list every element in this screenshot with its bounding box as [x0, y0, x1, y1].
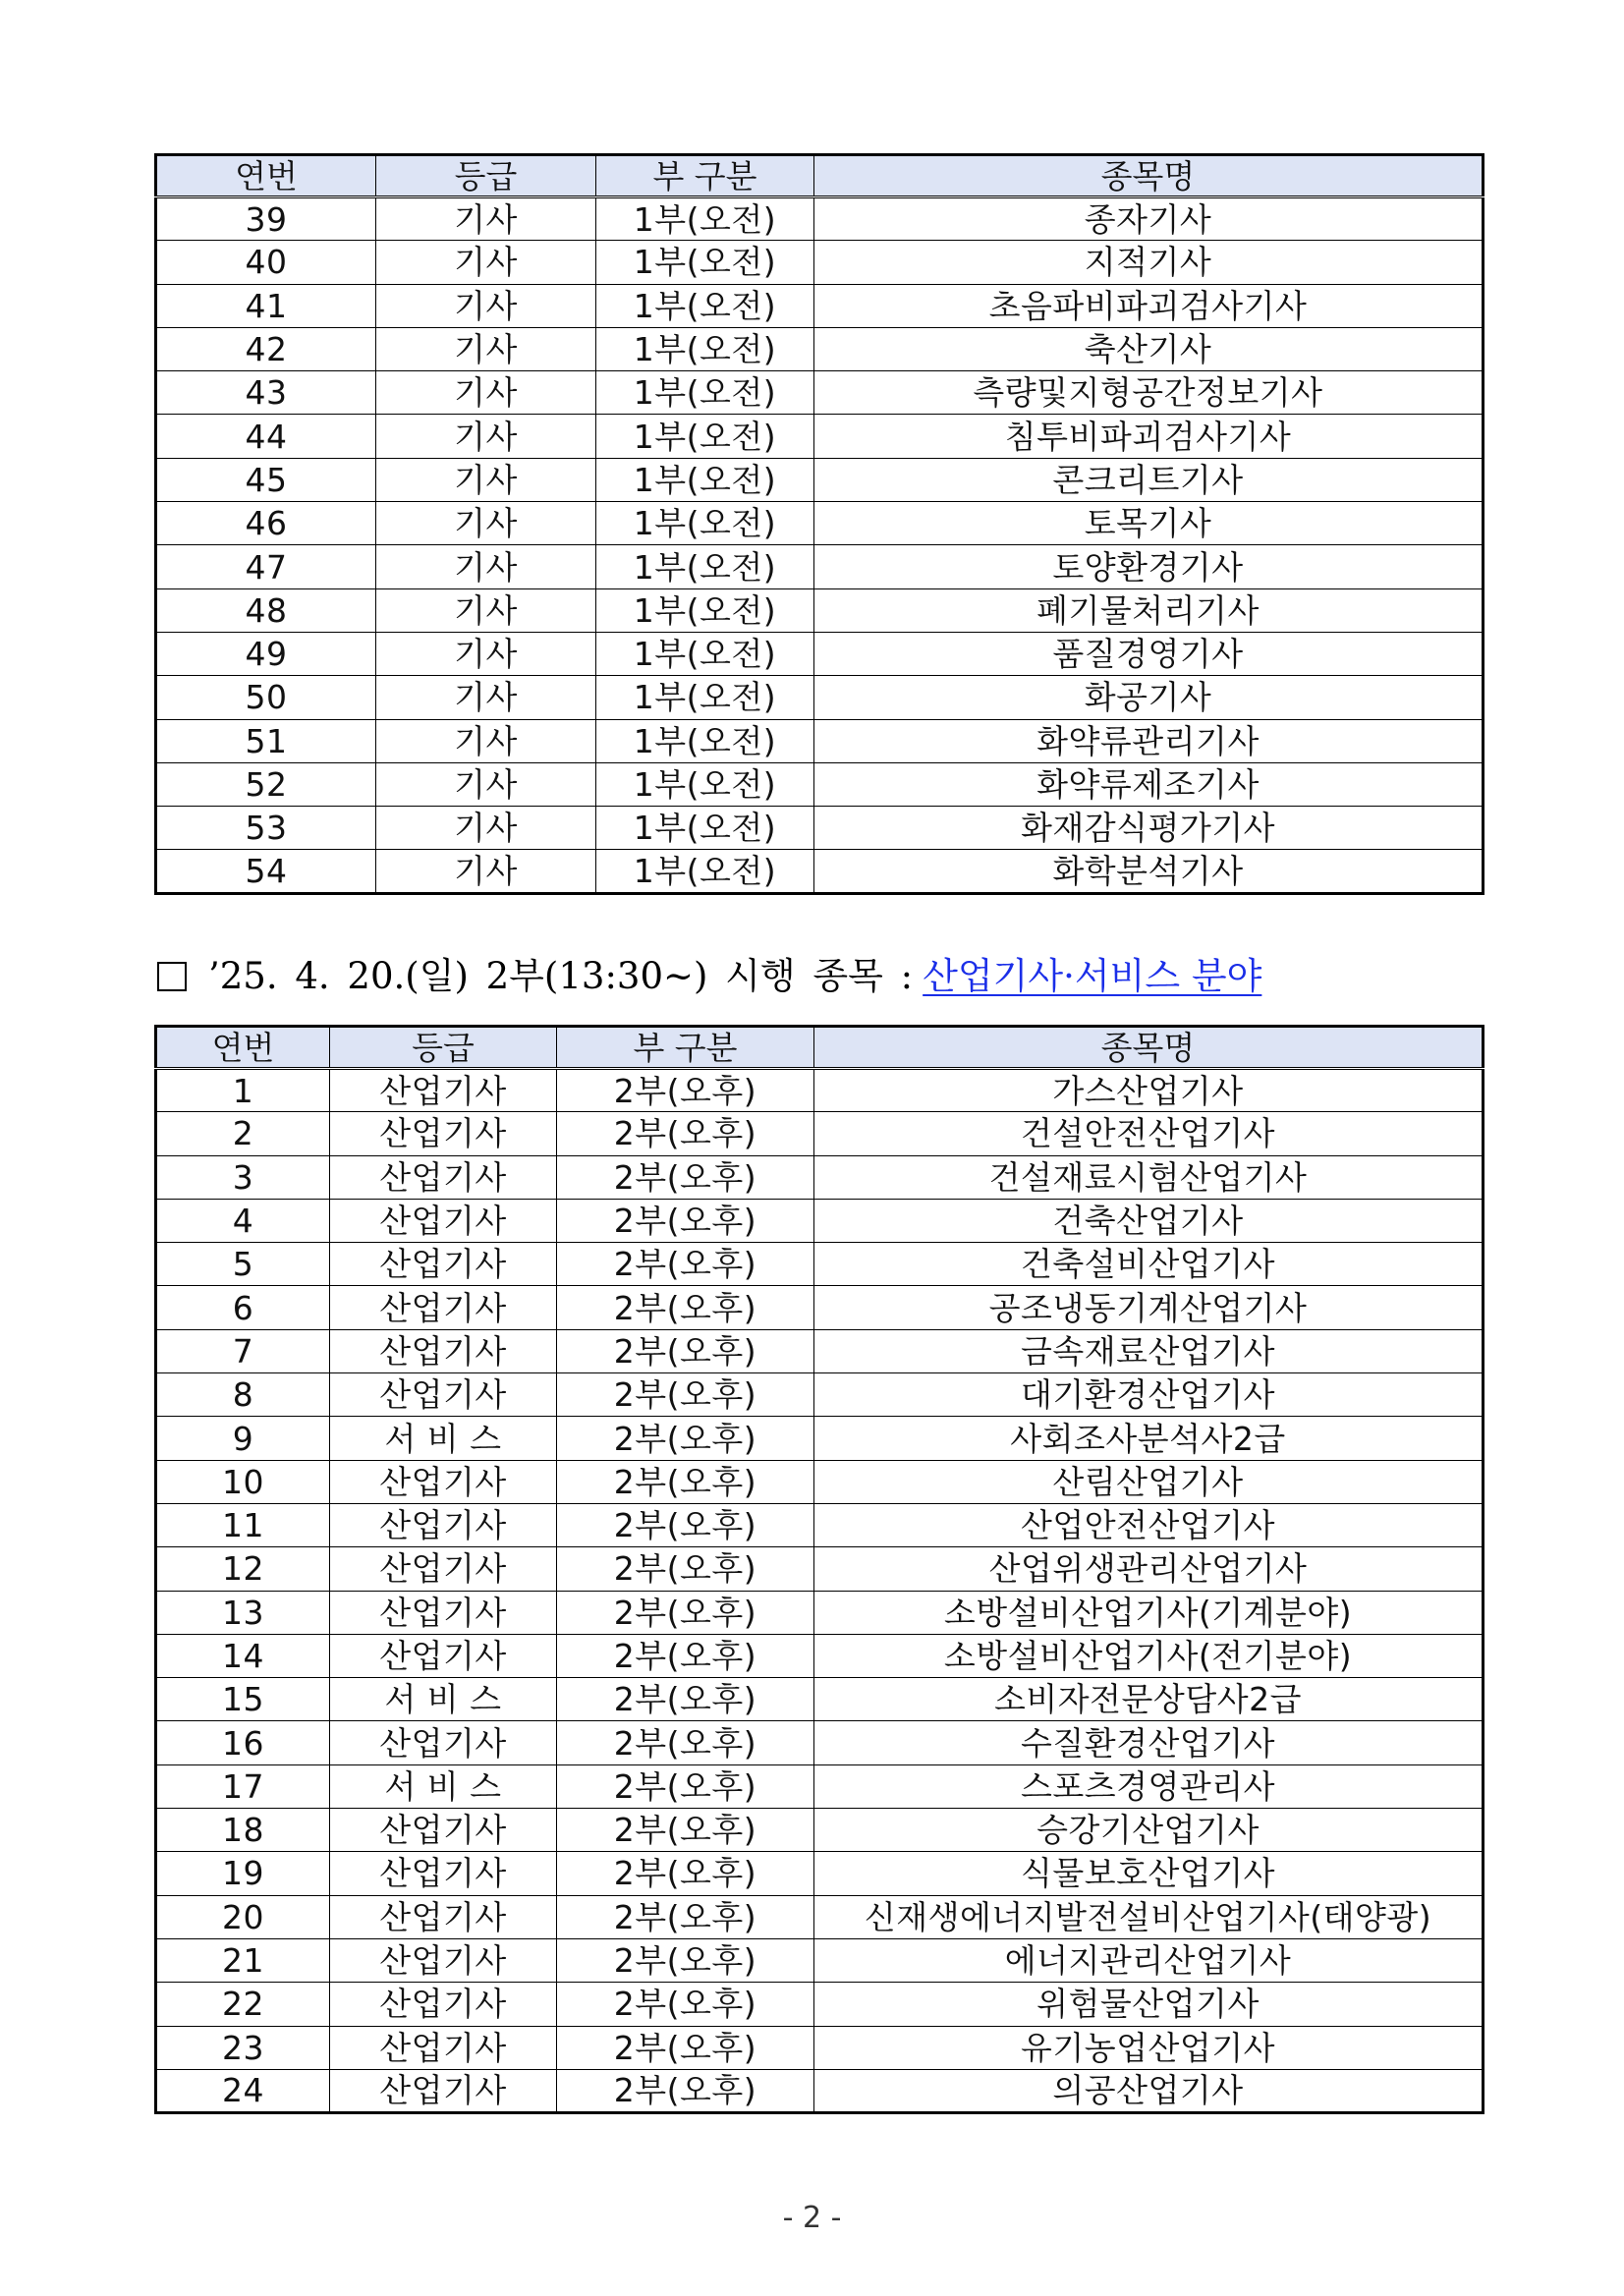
serial-cell: 23	[156, 2026, 330, 2069]
serial-cell: 17	[156, 1764, 330, 1808]
subject-name-cell: 건설재료시험산업기사	[814, 1155, 1484, 1199]
serial-cell: 2	[156, 1112, 330, 1155]
subject-name-cell: 유기농업산업기사	[814, 2026, 1484, 2069]
serial-cell: 42	[156, 327, 376, 370]
table-row	[156, 762, 1484, 806]
subject-name-cell: 침투비파괴검사기사	[814, 415, 1484, 458]
subject-name-cell: 수질환경산업기사	[814, 1721, 1484, 1764]
grade-cell: 기사	[376, 762, 596, 806]
session-cell: 2부(오후)	[557, 1199, 814, 1242]
header-grade: 등급	[330, 1027, 557, 1069]
serial-cell: 22	[156, 1983, 330, 2026]
subject-name-cell: 축산기사	[814, 327, 1484, 370]
table-row	[156, 1155, 1484, 1199]
grade-cell: 기사	[376, 588, 596, 632]
table-row	[156, 1329, 1484, 1372]
session-cell: 2부(오후)	[557, 1591, 814, 1634]
session-cell: 2부(오후)	[557, 1069, 814, 1112]
serial-cell: 19	[156, 1852, 330, 1895]
subject-name-cell: 화약류관리기사	[814, 719, 1484, 762]
grade-cell: 산업기사	[330, 1938, 557, 1982]
serial-cell: 21	[156, 1938, 330, 1982]
serial-cell: 20	[156, 1895, 330, 1938]
subject-name-cell: 산업안전산업기사	[814, 1503, 1484, 1546]
table-row	[156, 458, 1484, 501]
table-row	[156, 1591, 1484, 1634]
table-row	[156, 1852, 1484, 1895]
subject-name-cell: 토양환경기사	[814, 545, 1484, 588]
checkbox-square-icon	[157, 962, 187, 991]
grade-cell: 기사	[376, 545, 596, 588]
subject-name-cell: 콘크리트기사	[814, 458, 1484, 501]
table-row	[156, 850, 1484, 893]
serial-cell: 44	[156, 415, 376, 458]
table-row	[156, 1069, 1484, 1112]
table-row	[156, 676, 1484, 719]
session-cell: 2부(오후)	[557, 1286, 814, 1329]
grade-cell: 기사	[376, 371, 596, 415]
table-row	[156, 2026, 1484, 2069]
grade-cell: 산업기사	[330, 1547, 557, 1591]
section-heading-text: ’25. 4. 20.(일) 2부(13:30~) 시행 종목 :	[208, 955, 914, 997]
table-row	[156, 1895, 1484, 1938]
table-row	[156, 241, 1484, 284]
grade-cell: 산업기사	[330, 1809, 557, 1852]
session-cell: 2부(오후)	[557, 2026, 814, 2069]
session-cell: 1부(오전)	[596, 588, 814, 632]
subject-name-cell: 화공기사	[814, 676, 1484, 719]
session-cell: 2부(오후)	[557, 1373, 814, 1417]
subject-name-cell: 화학분석기사	[814, 850, 1484, 893]
session-cell: 2부(오후)	[557, 1983, 814, 2026]
table-row	[156, 1373, 1484, 1417]
table-row	[156, 1721, 1484, 1764]
serial-cell: 14	[156, 1634, 330, 1677]
subject-name-cell: 금속재료산업기사	[814, 1329, 1484, 1372]
serial-cell: 16	[156, 1721, 330, 1764]
serial-cell: 41	[156, 284, 376, 327]
session-cell: 2부(오후)	[557, 1112, 814, 1155]
grade-cell: 기사	[376, 197, 596, 241]
grade-cell: 산업기사	[330, 1591, 557, 1634]
session-cell: 2부(오후)	[557, 2069, 814, 2112]
session-cell: 1부(오전)	[596, 850, 814, 893]
serial-cell: 18	[156, 1809, 330, 1852]
grade-cell: 기사	[376, 850, 596, 893]
header-serial: 연번	[156, 155, 376, 197]
session-cell: 2부(오후)	[557, 1852, 814, 1895]
table-row	[156, 197, 1484, 241]
session-cell: 2부(오후)	[557, 1329, 814, 1372]
grade-cell: 산업기사	[330, 1721, 557, 1764]
serial-cell: 51	[156, 719, 376, 762]
session-cell: 1부(오전)	[596, 676, 814, 719]
grade-cell: 산업기사	[330, 1895, 557, 1938]
session-cell: 2부(오후)	[557, 1809, 814, 1852]
subject-name-cell: 사회조사분석사2급	[814, 1417, 1484, 1460]
grade-cell: 산업기사	[330, 1112, 557, 1155]
header-grade: 등급	[376, 155, 596, 197]
subject-name-cell: 폐기물처리기사	[814, 588, 1484, 632]
serial-cell: 45	[156, 458, 376, 501]
subject-name-cell: 품질경영기사	[814, 632, 1484, 675]
subject-name-cell: 측량및지형공간정보기사	[814, 371, 1484, 415]
subject-name-cell: 토목기사	[814, 502, 1484, 545]
table-row	[156, 1460, 1484, 1503]
grade-cell: 기사	[376, 458, 596, 501]
serial-cell: 4	[156, 1199, 330, 1242]
grade-cell: 산업기사	[330, 1155, 557, 1199]
serial-cell: 9	[156, 1417, 330, 1460]
table-row	[156, 545, 1484, 588]
table-row	[156, 415, 1484, 458]
grade-cell: 산업기사	[330, 1503, 557, 1546]
serial-cell: 48	[156, 588, 376, 632]
session-cell: 1부(오전)	[596, 197, 814, 241]
session-cell: 2부(오후)	[557, 1678, 814, 1721]
subject-name-cell: 건축설비산업기사	[814, 1243, 1484, 1286]
table-row	[156, 1809, 1484, 1852]
section-heading	[157, 953, 1261, 1000]
serial-cell: 13	[156, 1591, 330, 1634]
grade-cell: 산업기사	[330, 1852, 557, 1895]
grade-cell: 서 비 스	[330, 1764, 557, 1808]
session-cell: 1부(오전)	[596, 807, 814, 850]
serial-cell: 15	[156, 1678, 330, 1721]
table-row	[156, 719, 1484, 762]
subject-name-cell: 식물보호산업기사	[814, 1852, 1484, 1895]
table-row	[156, 588, 1484, 632]
serial-cell: 52	[156, 762, 376, 806]
session-cell: 2부(오후)	[557, 1721, 814, 1764]
subject-name-cell: 초음파비파괴검사기사	[814, 284, 1484, 327]
table-row	[156, 1417, 1484, 1460]
session-cell: 2부(오후)	[557, 1634, 814, 1677]
header-session: 부 구분	[596, 155, 814, 197]
serial-cell: 12	[156, 1547, 330, 1591]
grade-cell: 산업기사	[330, 1286, 557, 1329]
serial-cell: 5	[156, 1243, 330, 1286]
subject-name-cell: 건축산업기사	[814, 1199, 1484, 1242]
subject-name-cell: 산업위생관리산업기사	[814, 1547, 1484, 1591]
serial-cell: 40	[156, 241, 376, 284]
table-row	[156, 1678, 1484, 1721]
serial-cell: 24	[156, 2069, 330, 2112]
table-row	[156, 371, 1484, 415]
grade-cell: 산업기사	[330, 1069, 557, 1112]
grade-cell: 기사	[376, 284, 596, 327]
table-row	[156, 1243, 1484, 1286]
session-cell: 2부(오후)	[557, 1938, 814, 1982]
grade-cell: 산업기사	[330, 1460, 557, 1503]
session-cell: 2부(오후)	[557, 1155, 814, 1199]
grade-cell: 기사	[376, 676, 596, 719]
table-row	[156, 807, 1484, 850]
subject-name-cell: 스포츠경영관리사	[814, 1764, 1484, 1808]
subject-name-cell: 대기환경산업기사	[814, 1373, 1484, 1417]
table-row	[156, 327, 1484, 370]
grade-cell: 서 비 스	[330, 1678, 557, 1721]
subject-name-cell: 소방설비산업기사(전기분야)	[814, 1634, 1484, 1677]
serial-cell: 43	[156, 371, 376, 415]
subject-name-cell: 공조냉동기계산업기사	[814, 1286, 1484, 1329]
grade-cell: 산업기사	[330, 1199, 557, 1242]
session-cell: 1부(오전)	[596, 762, 814, 806]
serial-cell: 53	[156, 807, 376, 850]
table-row	[156, 1503, 1484, 1546]
table-row	[156, 1764, 1484, 1808]
session-cell: 2부(오후)	[557, 1764, 814, 1808]
table-row	[156, 502, 1484, 545]
session-cell: 1부(오전)	[596, 327, 814, 370]
table-row	[156, 1286, 1484, 1329]
grade-cell: 기사	[376, 241, 596, 284]
table-row	[156, 1199, 1484, 1242]
header-subject-name: 종목명	[814, 155, 1484, 197]
session-cell: 2부(오후)	[557, 1417, 814, 1460]
grade-cell: 산업기사	[330, 1243, 557, 1286]
subject-name-cell: 소방설비산업기사(기계분야)	[814, 1591, 1484, 1634]
serial-cell: 1	[156, 1069, 330, 1112]
subject-name-cell: 소비자전문상담사2급	[814, 1678, 1484, 1721]
serial-cell: 54	[156, 850, 376, 893]
subject-name-cell: 의공산업기사	[814, 2069, 1484, 2112]
grade-cell: 산업기사	[330, 1329, 557, 1372]
session-cell: 1부(오전)	[596, 545, 814, 588]
grade-cell: 산업기사	[330, 2069, 557, 2112]
table-row	[156, 1634, 1484, 1677]
session-cell: 2부(오후)	[557, 1460, 814, 1503]
session-cell: 2부(오후)	[557, 1503, 814, 1546]
serial-cell: 8	[156, 1373, 330, 1417]
subject-name-cell: 위험물산업기사	[814, 1983, 1484, 2026]
grade-cell: 산업기사	[330, 1634, 557, 1677]
serial-cell: 11	[156, 1503, 330, 1546]
grade-cell: 산업기사	[330, 1373, 557, 1417]
section-heading-link[interactable]: 산업기사·서비스 분야	[923, 955, 1262, 997]
subject-name-cell: 신재생에너지발전설비산업기사(태양광)	[814, 1895, 1484, 1938]
subject-name-cell: 에너지관리산업기사	[814, 1938, 1484, 1982]
subject-name-cell: 지적기사	[814, 241, 1484, 284]
subject-name-cell: 산림산업기사	[814, 1460, 1484, 1503]
grade-cell: 산업기사	[330, 2026, 557, 2069]
session-cell: 2부(오후)	[557, 1243, 814, 1286]
serial-cell: 10	[156, 1460, 330, 1503]
serial-cell: 39	[156, 197, 376, 241]
page-number: - 2 -	[782, 2201, 842, 2235]
session-cell: 1부(오전)	[596, 241, 814, 284]
serial-cell: 7	[156, 1329, 330, 1372]
table-row	[156, 2069, 1484, 2112]
serial-cell: 47	[156, 545, 376, 588]
table-row	[156, 284, 1484, 327]
table-row	[156, 1938, 1484, 1982]
session-cell: 1부(오전)	[596, 371, 814, 415]
session-cell: 1부(오전)	[596, 458, 814, 501]
subject-name-cell: 종자기사	[814, 197, 1484, 241]
table-header-row	[156, 155, 1484, 197]
table-row	[156, 632, 1484, 675]
exam-schedule-table-part1	[154, 153, 1484, 895]
serial-cell: 46	[156, 502, 376, 545]
table-row	[156, 1547, 1484, 1591]
subject-name-cell: 승강기산업기사	[814, 1809, 1484, 1852]
grade-cell: 기사	[376, 415, 596, 458]
serial-cell: 3	[156, 1155, 330, 1199]
table-row	[156, 1112, 1484, 1155]
subject-name-cell: 건설안전산업기사	[814, 1112, 1484, 1155]
exam-schedule-table-part2	[154, 1025, 1484, 2114]
table-row	[156, 1983, 1484, 2026]
subject-name-cell: 화재감식평가기사	[814, 807, 1484, 850]
serial-cell: 6	[156, 1286, 330, 1329]
grade-cell: 기사	[376, 807, 596, 850]
table1-body	[156, 197, 1484, 894]
session-cell: 1부(오전)	[596, 284, 814, 327]
subject-name-cell: 가스산업기사	[814, 1069, 1484, 1112]
serial-cell: 50	[156, 676, 376, 719]
grade-cell: 기사	[376, 632, 596, 675]
grade-cell: 기사	[376, 327, 596, 370]
table-header-row	[156, 1027, 1484, 1069]
session-cell: 1부(오전)	[596, 719, 814, 762]
subject-name-cell: 화약류제조기사	[814, 762, 1484, 806]
session-cell: 1부(오전)	[596, 632, 814, 675]
header-subject-name: 종목명	[814, 1027, 1484, 1069]
header-serial: 연번	[156, 1027, 330, 1069]
session-cell: 2부(오후)	[557, 1895, 814, 1938]
session-cell: 1부(오전)	[596, 502, 814, 545]
table2-body	[156, 1069, 1484, 2113]
grade-cell: 기사	[376, 719, 596, 762]
header-session: 부 구분	[557, 1027, 814, 1069]
grade-cell: 기사	[376, 502, 596, 545]
session-cell: 1부(오전)	[596, 415, 814, 458]
session-cell: 2부(오후)	[557, 1547, 814, 1591]
grade-cell: 산업기사	[330, 1983, 557, 2026]
serial-cell: 49	[156, 632, 376, 675]
grade-cell: 서 비 스	[330, 1417, 557, 1460]
